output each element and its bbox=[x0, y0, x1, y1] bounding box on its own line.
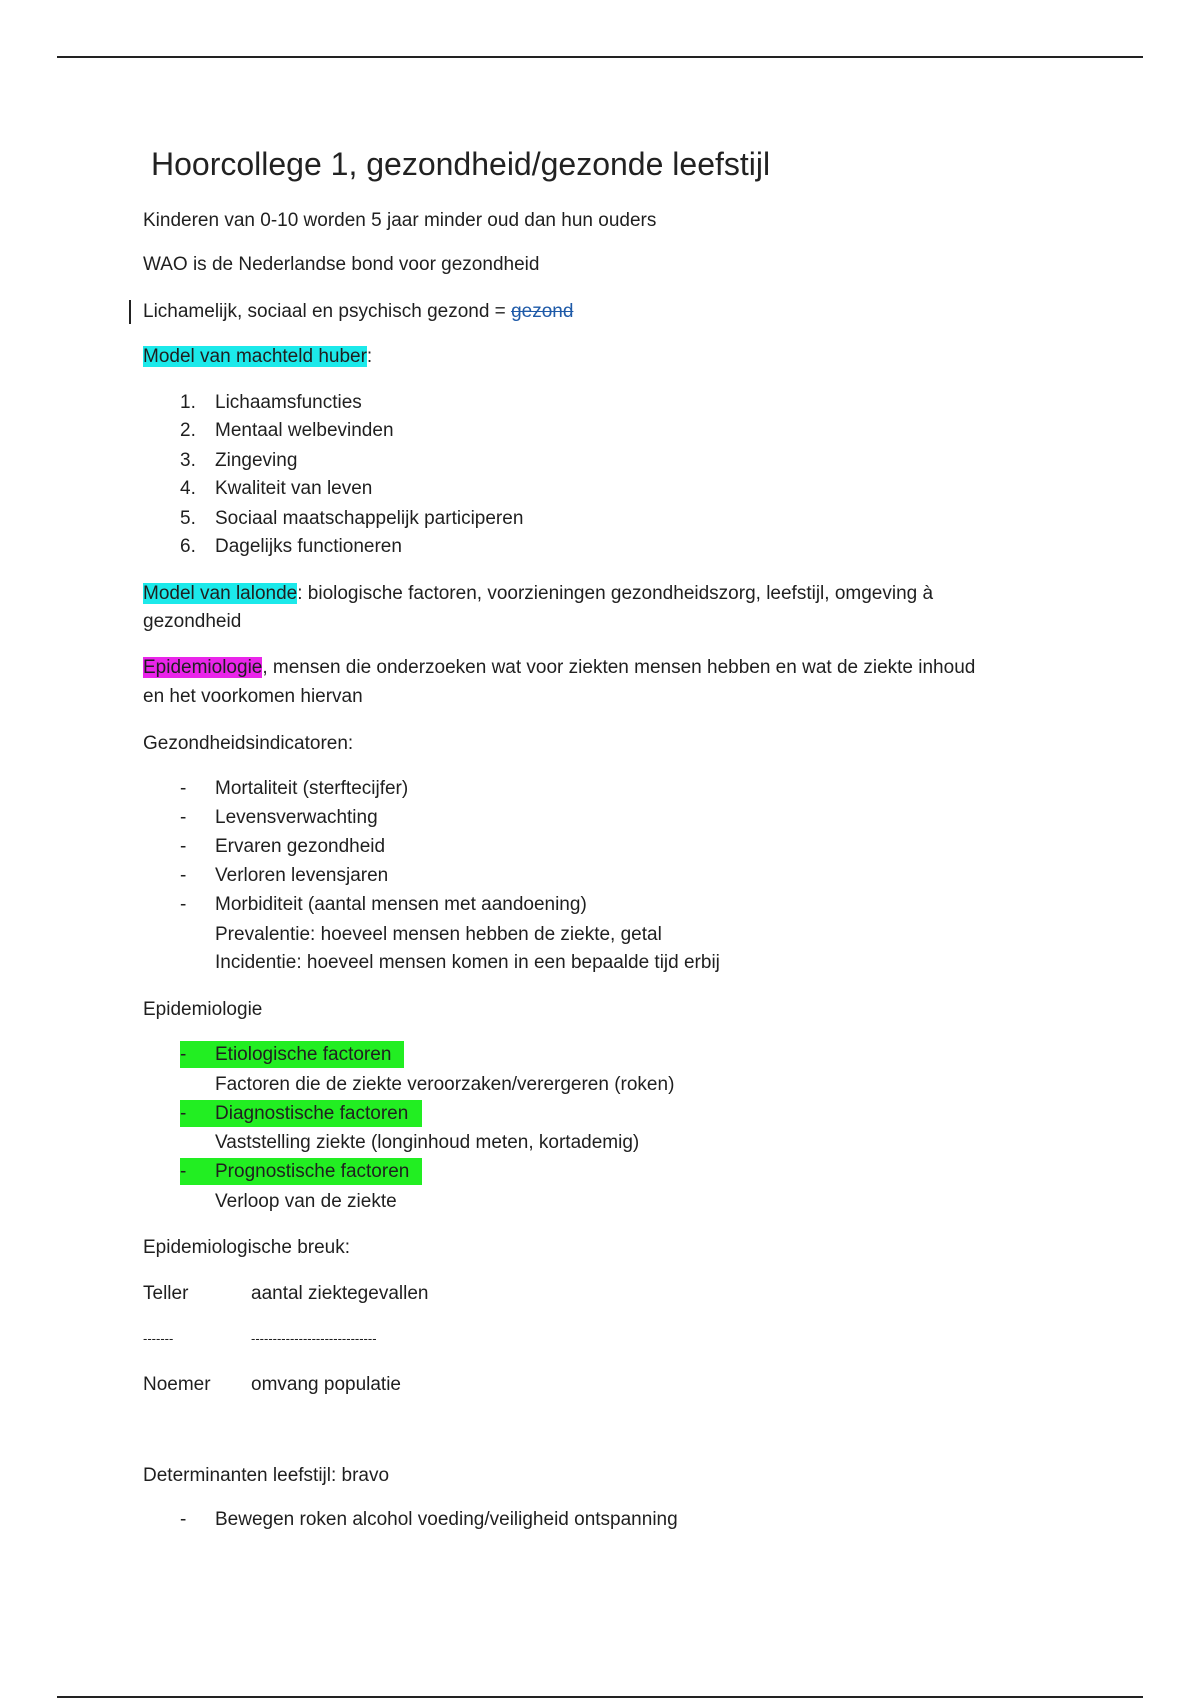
list-number: 6. bbox=[180, 536, 196, 557]
epi-label: Epidemiologie bbox=[143, 657, 263, 678]
dash-marker: - bbox=[180, 1044, 187, 1065]
factor-desc-text: Factoren die de ziekte veroorzaken/verergeren (roken) bbox=[215, 1074, 675, 1095]
factor-desc-text: Verloop van de ziekte bbox=[215, 1191, 397, 1212]
dash-marker: - bbox=[180, 778, 187, 799]
list-text: Mortaliteit (sterftecijfer) bbox=[215, 778, 409, 799]
list-text: Verloren levensjaren bbox=[215, 865, 389, 886]
bottom-rule bbox=[57, 1696, 1143, 1698]
factor-desc-text: Vaststelling ziekte (longinhoud meten, kortademig) bbox=[215, 1132, 640, 1153]
dash-marker: - bbox=[180, 1103, 187, 1124]
huber-label: Model van machteld huber bbox=[143, 346, 367, 367]
list-number: 2. bbox=[180, 420, 196, 441]
top-rule bbox=[57, 56, 1143, 58]
gezond-struck: gezond bbox=[511, 301, 574, 322]
list-number: 1. bbox=[180, 392, 196, 413]
epidemiologie-heading: Epidemiologie bbox=[143, 999, 263, 1020]
noemer-label: Noemer bbox=[143, 1374, 211, 1395]
list-text: Levensverwachting bbox=[215, 807, 378, 828]
list-text: Bewegen roken alcohol voeding/veiligheid ontspanning bbox=[215, 1509, 678, 1530]
breuk-heading: Epidemiologische breuk: bbox=[143, 1237, 351, 1258]
teller-label: Teller bbox=[143, 1283, 189, 1304]
dash-marker: - bbox=[180, 836, 187, 857]
paragraph-kinderen: Kinderen van 0-10 worden 5 jaar minder oud dan hun ouders bbox=[143, 210, 657, 231]
list-text: Kwaliteit van leven bbox=[215, 478, 373, 499]
indicatoren-heading: Gezondheidsindicatoren: bbox=[143, 733, 354, 754]
list-text: Morbiditeit (aantal mensen met aandoening) bbox=[215, 894, 587, 915]
list-text: Ervaren gezondheid bbox=[215, 836, 386, 857]
prevalentie-text: Prevalentie: hoeveel mensen hebben de ziekte, getal bbox=[215, 924, 662, 945]
text-cursor bbox=[129, 300, 131, 324]
dash-marker: - bbox=[180, 807, 187, 828]
list-text: Mentaal welbevinden bbox=[215, 420, 394, 441]
list-number: 4. bbox=[180, 478, 196, 499]
dash-marker: - bbox=[180, 1161, 187, 1182]
list-text: Dagelijks functioneren bbox=[215, 536, 402, 557]
dash-short: ------- bbox=[143, 1331, 174, 1346]
paragraph-wao: WAO is de Nederlandse bond voor gezondheid bbox=[143, 254, 540, 275]
paragraph-lalonde-cont: gezondheid bbox=[143, 611, 242, 632]
lalonde-label: Model van lalonde bbox=[143, 583, 298, 604]
paragraph-huber bbox=[143, 343, 372, 371]
teller-value: aantal ziektegevallen bbox=[251, 1283, 429, 1304]
list-text: Sociaal maatschappelijk participeren bbox=[215, 508, 524, 529]
determinanten-heading: Determinanten leefstijl: bravo bbox=[143, 1465, 390, 1486]
list-number: 5. bbox=[180, 508, 196, 529]
lalonde-rest: : biologische factoren, voorzieningen gezondheidszorg, leefstijl, omgeving à bbox=[297, 583, 934, 604]
paragraph-epidemiologie bbox=[143, 654, 975, 682]
list-text: Lichaamsfuncties bbox=[215, 392, 362, 413]
page-title: Hoorcollege 1, gezondheid/gezonde leefstijl bbox=[151, 146, 771, 182]
dash-long: ----------------------------- bbox=[251, 1331, 377, 1346]
incidentie-text: Incidentie: hoeveel mensen komen in een bepaalde tijd erbij bbox=[215, 952, 720, 973]
factor-label: Prognostische factoren bbox=[215, 1161, 410, 1182]
gezond-prefix: Lichamelijk, sociaal en psychisch gezond = bbox=[143, 301, 512, 322]
noemer-value: omvang populatie bbox=[251, 1374, 401, 1395]
paragraph-epidemiologie-cont: en het voorkomen hiervan bbox=[143, 686, 363, 707]
dash-marker: - bbox=[180, 865, 187, 886]
dash-marker: - bbox=[180, 1509, 187, 1530]
huber-colon: : bbox=[366, 346, 373, 367]
list-number: 3. bbox=[180, 450, 196, 471]
paragraph-lalonde bbox=[143, 580, 933, 608]
factor-label: Etiologische factoren bbox=[215, 1044, 392, 1065]
dash-marker: - bbox=[180, 894, 187, 915]
paragraph-gezond bbox=[143, 298, 573, 326]
epi-rest: , mensen die onderzoeken wat voor ziekten mensen hebben en wat de ziekte inhoud bbox=[262, 657, 976, 678]
factor-label: Diagnostische factoren bbox=[215, 1103, 409, 1124]
list-text: Zingeving bbox=[215, 450, 298, 471]
